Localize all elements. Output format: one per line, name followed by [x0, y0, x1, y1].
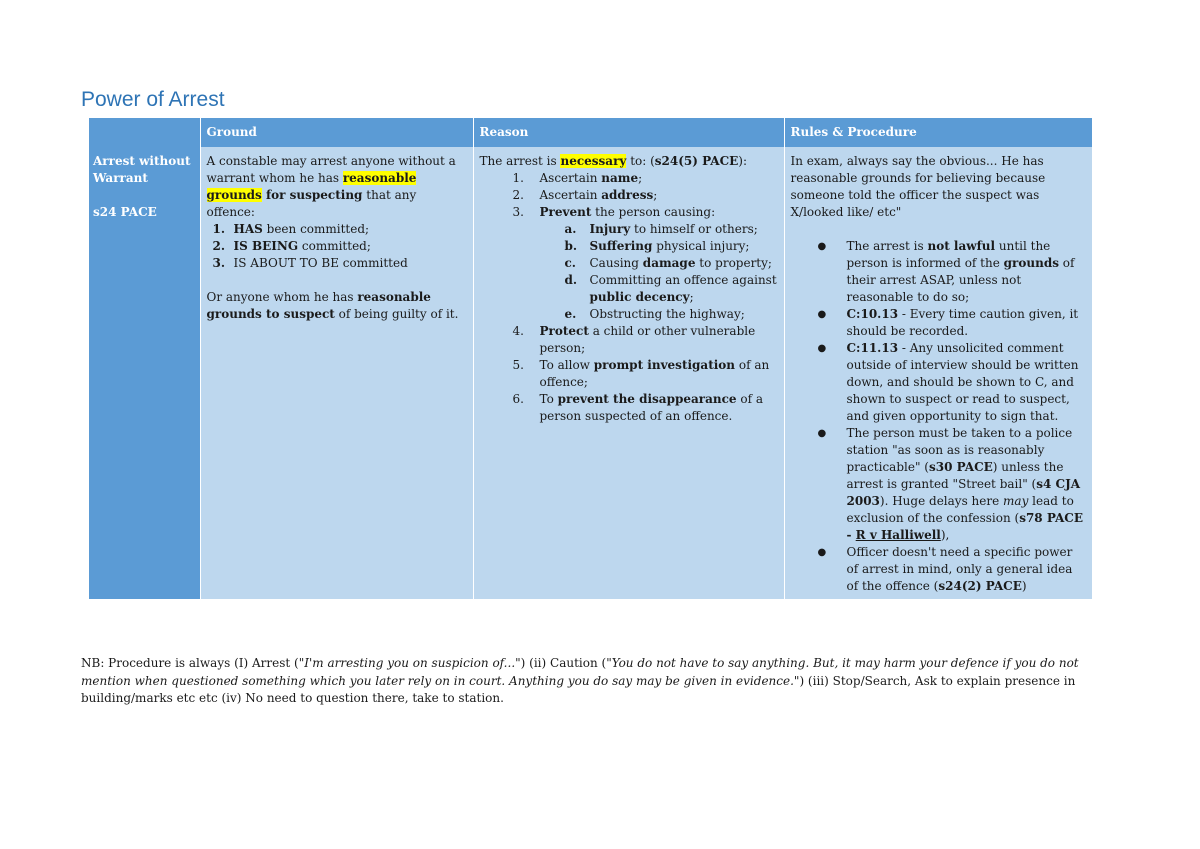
ground-cell — [200, 147, 473, 599]
header-reason: Reason — [473, 118, 784, 147]
power-of-arrest-table — [89, 118, 1093, 599]
page-title: Power of Arrest — [81, 88, 225, 111]
sublist-item: a. Injury to himself or others; — [564, 222, 758, 236]
header-ground: Ground — [200, 118, 473, 147]
rules-cell — [784, 147, 1092, 599]
reason-list — [480, 170, 778, 425]
table-header-row — [89, 118, 1092, 147]
list-item: 5. To allow prompt investigation of an offence; — [512, 358, 770, 389]
row-heading — [89, 147, 200, 599]
rules-intro: In exam, always say the obvious... He has reasonable grounds for believing because someone told the officer the suspect was X/looked like/ etc" — [790, 154, 1046, 219]
header-rules: Rules & Procedure — [784, 118, 1092, 147]
ground-list — [207, 221, 467, 272]
procedure-note: NB: Procedure is always (I) Arrest ("I'm arresting you on suspicion of...") (ii) Caution ("You do not have to say anything. But, it may harm your defence if you do not mention when questioned something which you later rely on in court. Anything you do say may be given in evidence.") (iii) Stop/Search, Ask to explain presence in building/marks etc etc (iv) No need to question there, take to station. — [81, 656, 1079, 705]
list-item: ● The person must be taken to a police station "as soon as is reasonably practicable" (s30 PACE) unless the arrest is granted "Street bail" (s4 CJA 2003). Huge delays here may lead to exclusion of the confession (s78 PACE - R v Halliwell), — [791, 425, 1086, 544]
sublist-item: d. Committing an offence against public decency; — [564, 273, 777, 304]
highlight-reasonable-grounds: reasonable grounds — [206, 171, 417, 202]
reason-cell — [473, 147, 784, 599]
list-item: 2. IS BEING committed; — [212, 239, 371, 253]
rules-list — [791, 238, 1086, 595]
list-item: ● The arrest is not lawful until the person is informed of the grounds of their arrest ASAP, unless not reasonable to do so; — [791, 238, 1086, 306]
highlight-necessary: necessary — [560, 154, 627, 168]
ground-or-clause: Or anyone whom he has reasonable grounds to suspect of being guilty of it. — [206, 290, 459, 321]
sublist-item: b. Suffering physical injury; — [564, 239, 750, 253]
list-item: 2. Ascertain address; — [512, 188, 658, 202]
sublist-item: e. Obstructing the highway; — [564, 307, 745, 321]
list-item: 3. IS ABOUT TO BE committed — [212, 256, 408, 270]
list-item: 1. Ascertain name; — [512, 171, 643, 185]
table-row — [89, 147, 1092, 599]
list-item: ● C:10.13 - Every time caution given, it should be recorded. — [791, 306, 1086, 340]
row-heading-label: Arrest without Warrant — [93, 154, 191, 185]
header-blank — [89, 118, 200, 147]
list-item: ● C:11.13 - Any unsolicited comment outside of interview should be written down, and should be shown to C, and shown to suspect or read to suspect, and given opportunity to sign that. — [791, 340, 1086, 425]
list-item: 4. Protect a child or other vulnerable person; — [512, 324, 756, 355]
list-item: 1. HAS been committed; — [212, 222, 370, 236]
list-item: 6. To prevent the disappearance of a person suspected of an offence. — [512, 392, 763, 423]
list-item: ● Officer doesn't need a specific power of arrest in mind, only a general idea of the offence (s24(2) PACE) — [791, 544, 1086, 595]
reason-intro: The arrest is necessary to: (s24(5) PACE): — [479, 154, 748, 168]
list-item: 3. Prevent the person causing: a. Injury to himself or others; b. Suffering physical injury; c. Causing damage to property; d. Committing an offence against public decency; e. Obstructing the highway; — [512, 205, 777, 321]
case-name: R v Halliwell — [855, 528, 941, 542]
row-heading-cite: s24 PACE — [93, 205, 157, 219]
reason-sublist — [540, 221, 778, 323]
sublist-item: c. Causing damage to property; — [564, 256, 772, 270]
ground-intro: A constable may arrest anyone without a warrant whom he has reasonable grounds for suspecting that any offence: — [206, 154, 456, 219]
